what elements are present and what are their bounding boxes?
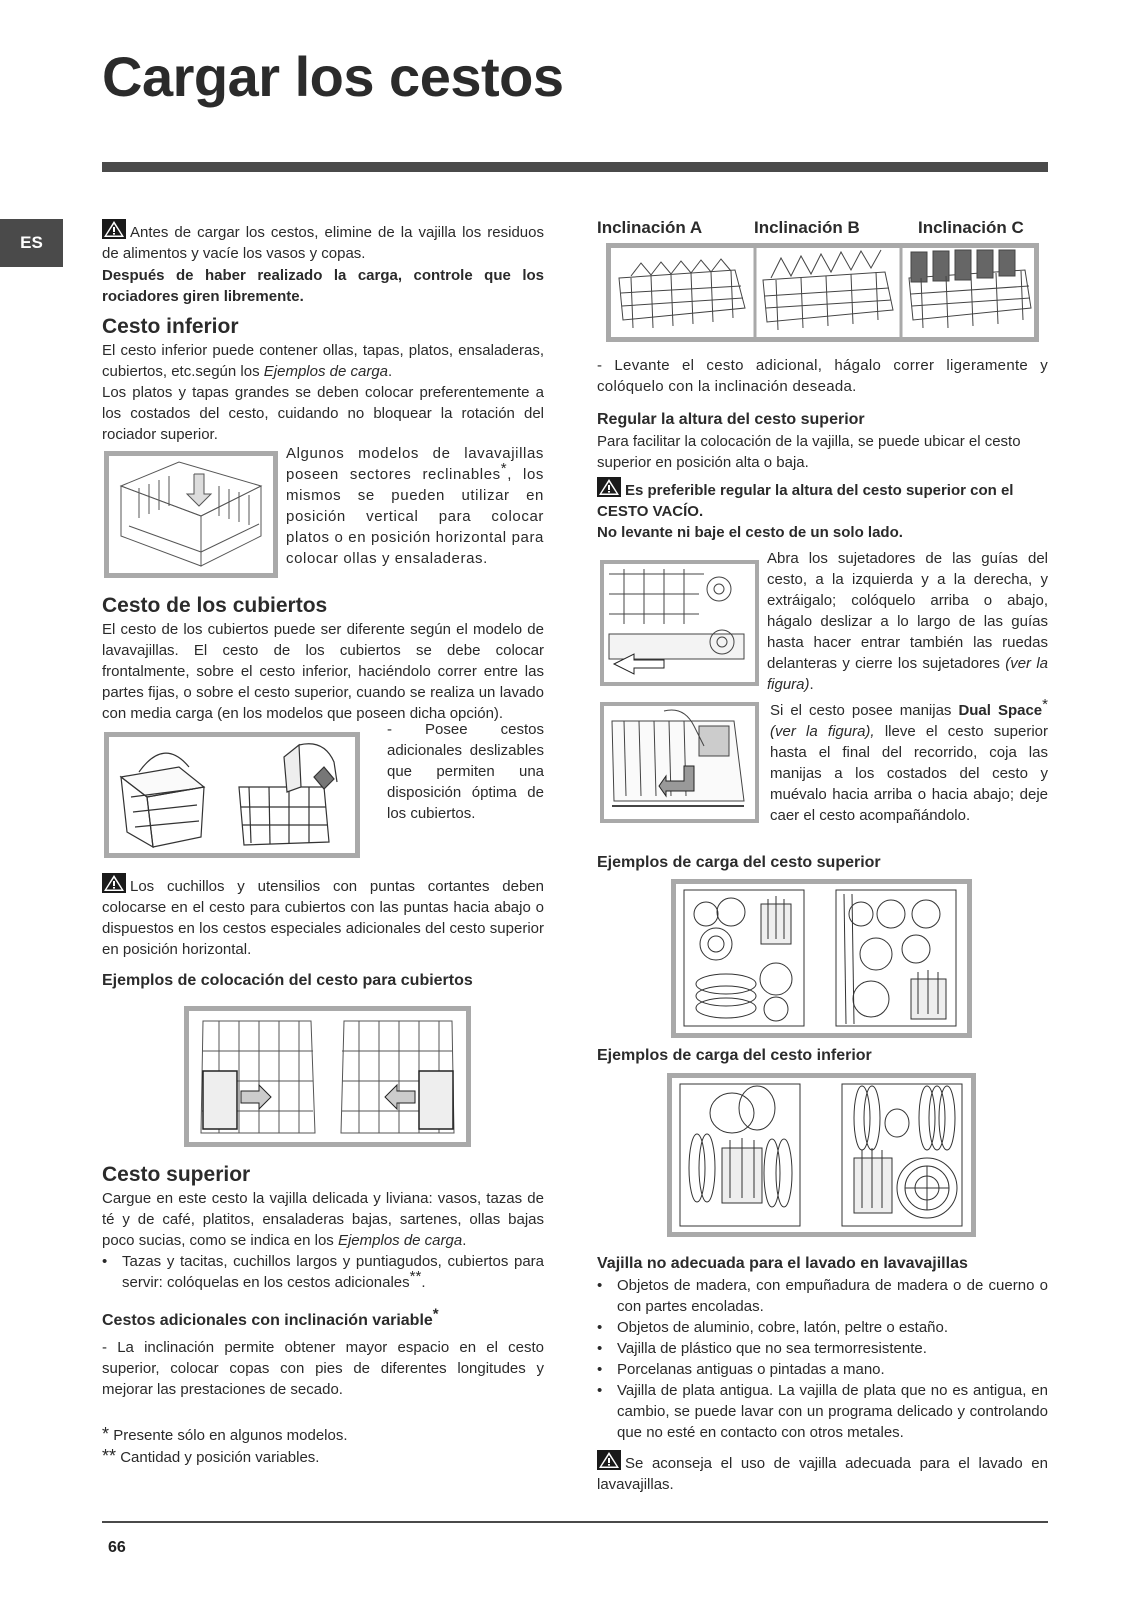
list-item: • Objetos de aluminio, cobre, latón, peltre o estaño. — [597, 1317, 1048, 1338]
footnote-mark: ** — [409, 1268, 422, 1285]
reclinable-text-b: , los mismos se pueden utilizar en posición vertical para colocar platos o en posición horizontal para colocar ollas y ensaladeras. — [286, 466, 544, 567]
rails-text — [767, 548, 1048, 695]
height-title: Regular la altura del cesto superior — [597, 411, 865, 428]
upper-p1-end: . — [462, 1232, 467, 1249]
reclinable-sectors-figure — [104, 451, 278, 578]
list-item: • Vajilla de plata antigua. La vajilla de plata que no es antigua, en cambio, se puede lavar con un programa delicado y controlando que no esté en contacto con otros metales. — [597, 1380, 1048, 1443]
cutlery-side-text: - Posee cestos adicionales deslizables que permiten una disposición óptima de los cubiertos. — [387, 721, 544, 822]
footnote-2 — [102, 1446, 544, 1468]
lower-p2: Los platos y tapas grandes se deben colocar preferentemente a los costados del cesto, cuidando no bloquear la rotación del rociador superior. — [102, 384, 544, 443]
cutlery-examples-title: Ejemplos de colocación del cesto para cubiertos — [102, 972, 473, 989]
lower-basket-illustration — [109, 456, 273, 573]
warning-triangle-icon — [597, 477, 621, 497]
lower-examples-title: Ejemplos de carga del cesto inferior — [597, 1047, 872, 1064]
warning-triangle-icon — [102, 219, 126, 239]
knives-warning-text: Los cuchillos y utensilios con puntas cortantes deben colocarse en el cesto para cubiertos con las puntas hacia abajo o dispuestos en los cestos especiales adicionales del cesto superior en posición horizontal. — [102, 878, 544, 958]
warning-triangle-icon — [597, 1450, 621, 1470]
extra-baskets-title — [102, 1305, 439, 1332]
title-rule — [102, 162, 1048, 172]
dual-space-illustration — [604, 706, 755, 819]
extra-baskets-text: - La inclinación permite obtener mayor espacio en el cesto superior, colocar copas con pies de diferentes longitudes y mejorar las prestaciones de secado. — [102, 1339, 544, 1398]
dual-space-text-a: Si el cesto posee manijas — [770, 702, 959, 719]
dual-space-figure — [600, 702, 759, 823]
warning-triangle-icon — [102, 873, 126, 893]
rails-text-a: Abra los sujetadores de las guías del cesto, a la izquierda y a la derecha, y extráigalo; colóquelo arriba o abajo, hágalo deslizar a lo largo de las guías hasta hacer entrar también las ruedas delanteras y cierre los sujetadores — [767, 550, 1048, 672]
dual-space-text-c: lleve el cesto superior hasta el final del recorrido, coja las manijas a los costados del cesto y muévalo hacia arriba o hacia abajo; deje caer el cesto acompañándolo. — [770, 723, 1048, 824]
footnote-1-text: Presente sólo en algunos modelos. — [113, 1427, 348, 1444]
footnote-mark: * — [500, 460, 508, 477]
rails-figure — [600, 560, 759, 686]
upper-basket-text — [102, 1188, 544, 1293]
intro-bold: Después de haber realizado la carga, controle que los rociadores giren libremente. — [102, 267, 544, 305]
dual-space-link: (ver la figura), — [770, 723, 875, 740]
cutlery-basket-figure — [104, 732, 360, 858]
cutlery-basket-illustration — [109, 737, 355, 853]
list-item: • Porcelanas antiguas o pintadas a mano. — [597, 1359, 1048, 1380]
height-text: Para facilitar la colocación de la vajilla, se puede ubicar el cesto superior en posición alta o baja. — [597, 433, 1021, 471]
footnote-1-mark: * — [102, 1424, 110, 1444]
lower-p1-end: . — [388, 363, 393, 380]
intro-block — [102, 219, 544, 307]
final-warning-text: Se aconseja el uso de vajilla adecuada para el lavado en lavavajillas. — [597, 1455, 1048, 1493]
cutlery-basket-text: El cesto de los cubiertos puede ser diferente según el modelo de lavavajillas. El cesto de los cubiertos se debe colocar frontalmente, sobre el cesto inferior, haciéndolo correr entre las partes fijas, o sobre el cesto superior, cuando se realiza un lavado con media carga (en los modelos que poseen dicha opción). — [102, 621, 544, 722]
cutlery-position-illustration — [189, 1011, 466, 1142]
lower-p1 — [102, 340, 544, 382]
list-item: • Objetos de madera, con empuñadura de madera o de cuerno o con partes encoladas. — [597, 1275, 1048, 1317]
intro-warning-text: Antes de cargar los cestos, elimine de la vajilla los residuos de alimentos y vacíe los vasos y copas. — [102, 224, 544, 262]
upper-examples-title: Ejemplos de carga del cesto superior — [597, 854, 881, 871]
rails-text-link: (ver la figura) — [767, 655, 1048, 693]
footnote-2-mark: ** — [102, 1446, 117, 1466]
cutlery-position-figure — [184, 1006, 471, 1147]
lower-p1-link: Ejemplos de carga — [263, 363, 388, 380]
upper-p1-text: Cargue en este cesto la vajilla delicada y liviana: vasos, tazas de té y de café, platitos, ensaladeras bajas, sartenes, ollas bajas poco sucias, como se indica en los — [102, 1190, 544, 1249]
extra-baskets-title-text: Cestos adicionales con inclinación variable — [102, 1312, 433, 1329]
unsuitable-list — [597, 1275, 1048, 1443]
height-warning-text-2: No levante ni baje el cesto de un solo lado. — [597, 524, 903, 541]
upper-load-figure — [671, 879, 972, 1038]
lower-load-illustration — [672, 1078, 971, 1232]
inclination-illustration — [611, 248, 1034, 337]
list-item-end: . — [421, 1274, 426, 1291]
dual-space-text — [770, 696, 1048, 826]
knives-warning-block — [102, 873, 544, 960]
height-warning-text-1: Es preferible regular la altura del cesto superior con el CESTO VACÍO. — [597, 482, 1014, 520]
upper-load-illustration — [676, 884, 967, 1033]
rails-text-end: . — [809, 676, 814, 693]
upper-p1-link: Ejemplos de carga — [337, 1232, 463, 1249]
language-tab: ES — [0, 219, 63, 267]
inclination-c-label: Inclinación C — [918, 218, 1024, 237]
reclinable-text-a: Algunos modelos de lavavajillas poseen sectores reclinables — [286, 445, 544, 483]
list-item — [102, 1251, 544, 1293]
list-item-text: Tazas y tacitas, cuchillos largos y puntiagudos, cubiertos para servir: colóquelas en los cestos adicionales — [122, 1253, 544, 1291]
page-title: Cargar los cestos — [102, 45, 564, 108]
rails-illustration — [604, 564, 755, 682]
lower-basket-text — [102, 340, 544, 445]
footnote-mark: * — [1042, 696, 1048, 713]
height-warning — [597, 477, 1048, 543]
lower-basket-title: Cesto inferior — [102, 315, 239, 338]
page-number: 66 — [108, 1539, 126, 1556]
intro-warning — [102, 219, 544, 264]
inclination-text: - Levante el cesto adicional, hágalo correr ligeramente y colóquelo con la inclinación deseada. — [597, 357, 1048, 395]
footnote-mark: * — [432, 1305, 439, 1323]
lower-p1-text: El cesto inferior puede contener ollas, tapas, platos, ensaladeras, cubiertos, etc.según los — [102, 342, 544, 380]
upper-basket-title: Cesto superior — [102, 1163, 251, 1186]
reclinable-text — [286, 443, 544, 569]
inclination-figure — [606, 243, 1039, 342]
inclination-b-label: Inclinación B — [754, 218, 860, 237]
cutlery-basket-title: Cesto de los cubiertos — [102, 594, 328, 617]
footnotes — [102, 1424, 544, 1468]
list-item: • Vajilla de plástico que no sea termorresistente. — [597, 1338, 1048, 1359]
unsuitable-title: Vajilla no adecuada para el lavado en lavavajillas — [597, 1255, 968, 1272]
footnote-2-text: Cantidad y posición variables. — [120, 1449, 320, 1466]
inclination-a-label: Inclinación A — [597, 218, 703, 237]
footer-rule — [102, 1521, 1048, 1523]
final-warning — [597, 1450, 1048, 1495]
footnote-1 — [102, 1424, 544, 1446]
dual-space-brand: Dual Space — [958, 702, 1043, 719]
lower-load-figure — [667, 1073, 976, 1237]
